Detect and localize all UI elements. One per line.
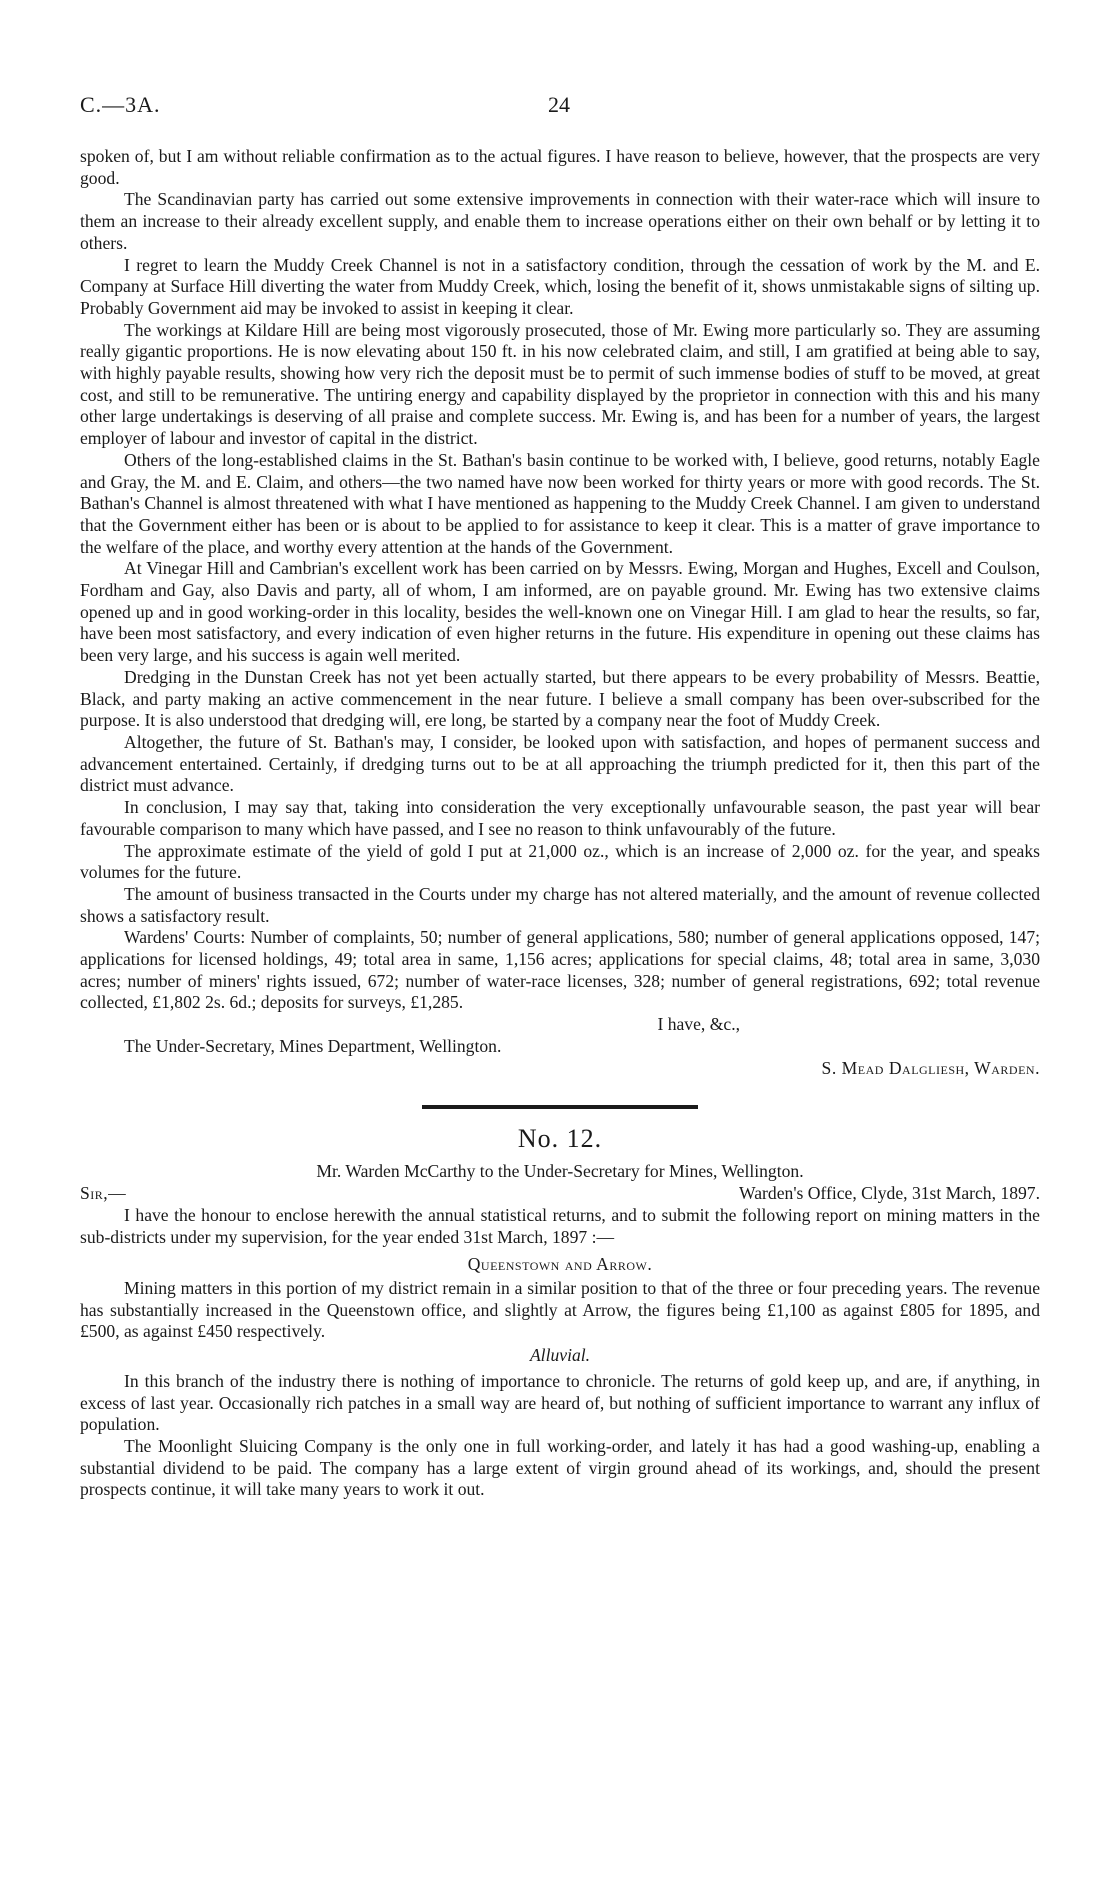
- section-heading: Queenstown and Arrow.: [467, 1254, 653, 1275]
- paragraph: The workings at Kildare Hill are being most vigorously prosecuted, those of Mr. Ewing more particularly so. They are assuming really gigantic proportions. He is now elevating about 150 ft. in his now celebrated claim, and still, I am gratified at being able to say, with highly payable results, showing how very rich the deposit must be to permit of such immense bodies of stuff to be moved, at great cost, and still to be remunerative. The untiring energy and capability displayed by the proprietor in connection with this and his many other large undertakings is deserving of all praise and complete success. Mr. Ewing is, and has been for a number of years, the largest employer of labour and investor of capital in the district.: [80, 319, 1040, 449]
- subheading: Alluvial.: [529, 1345, 591, 1366]
- paragraph: The approximate estimate of the yield of gold I put at 21,000 oz., which is an increase of 2,000 oz. for the year, and speaks volumes for the future.: [80, 840, 1040, 883]
- paragraph: In conclusion, I may say that, taking into consideration the very exceptionally unfavourable season, the past year will bear favourable comparison to many which have passed, and I see no reason to think unfavourably of the future.: [80, 797, 1040, 839]
- letter-number: No. 12.: [517, 1124, 603, 1154]
- closing-phrase: I have, &c.,: [657, 1014, 740, 1035]
- document-body: [80, 146, 1040, 1501]
- paragraph: I regret to learn the Muddy Creek Channel is not in a satisfactory condition, through the cessation of work by the M. and E. Company at Surface Hill diverting the water from Muddy Creek, which, losing the benefit of it, shows unmistakable signs of silting up. Probably Government aid may be invoked to assist in keeping it clear.: [80, 254, 1040, 318]
- paragraph: Others of the long-established claims in the St. Bathan's basin continue to be worked with, I believe, good returns, notably Eagle and Gray, the M. and E. Claim, and others—the two named have now been worked for thirty years or more with good records. The St. Bathan's Channel is almost threatened with what I have mentioned as happening to the Muddy Creek Channel. I am given to understand that the Government either has been or is about to be applied to for assistance to keep it clear. This is a matter of grave importance to the welfare of the place, and worthy every attention at the hands of the Government.: [80, 449, 1040, 557]
- addressee: The Under-Secretary, Mines Department, Wellington.: [124, 1035, 502, 1056]
- document-reference: C.—3A.: [80, 92, 161, 117]
- paragraph: Wardens' Courts: Number of complaints, 50; number of general applications, 580; number of general applications opposed, 147; applications for licensed holdings, 49; total area in same, 1,156 acres; applications for special claims, 48; total area in same, 3,030 acres; number of miners' rights issued, 672; number of water-race licenses, 328; number of general registrations, 692; total revenue collected, £1,802 2s. 6d.; deposits for surveys, £1,285.: [80, 927, 1040, 1013]
- letter-from-line: Mr. Warden McCarthy to the Under-Secretary for Mines, Wellington.: [316, 1161, 804, 1182]
- office-date-line: Warden's Office, Clyde, 31st March, 1897.: [739, 1182, 1040, 1203]
- paragraph: The amount of business transacted in the Courts under my charge has not altered materially, and the amount of revenue collected shows a satisfactory result.: [80, 883, 1040, 926]
- salutation: Sir,—: [80, 1182, 127, 1203]
- paragraph: The Moonlight Sluicing Company is the only one in full working-order, and lately it has had a good washing-up, enabling a substantial dividend to be paid. The company has a large extent of virgin ground ahead of its workings, and, should the present prospects continue, it will take many years to work it out.: [80, 1435, 1040, 1500]
- page-number: 24: [548, 92, 570, 117]
- paragraph: At Vinegar Hill and Cambrian's excellent work has been carried on by Messrs. Ewing, Morgan and Hughes, Excell and Coulson, Fordham and Gay, also Davis and party, all of whom, I am informed, are on payable ground. Mr. Ewing has two extensive claims opened up and in good working-order in this locality, besides the well-known one on Vinegar Hill. I am glad to hear the results, so far, have been most satisfactory, and every indication of even higher returns in the future. His expenditure in opening out these claims has been very large, and his success is again well merited.: [80, 558, 1040, 666]
- paragraph: The Scandinavian party has carried out some extensive improvements in connection with their water-race which will insure to them an increase to their already excellent supply, and enable them to increase operations either on their own behalf or by letting it to others.: [80, 189, 1040, 253]
- paragraph: Altogether, the future of St. Bathan's may, I consider, be looked upon with satisfaction, and hopes of permanent success and advancement entertained. Certainly, if dredging turns out to be at all approaching the triumph predicted for it, then this part of the district must advance.: [80, 731, 1040, 796]
- salutation-row: [80, 1183, 1040, 1205]
- signature: S. Mead Dalgliesh, Warden.: [821, 1057, 1040, 1078]
- page-header: [80, 92, 1040, 122]
- letter-intro: I have the honour to enclose herewith the annual statistical returns, and to submit the following report on mining matters in the sub-districts under my supervision, for the year ended 31st March, 1897 :—: [80, 1204, 1040, 1247]
- paragraph: In this branch of the industry there is nothing of importance to chronicle. The returns of gold keep up, and are, if anything, in excess of last year. Occasionally rich patches in a small way are heard of, but nothing of sufficient importance to warrant any influx of population.: [80, 1370, 1040, 1435]
- paragraph: spoken of, but I am without reliable confirmation as to the actual figures. I have reason to believe, however, that the prospects are very good.: [80, 146, 1040, 188]
- paragraph: Mining matters in this portion of my district remain in a similar position to that of the three or four preceding years. The revenue has substantially increased in the Queenstown office, and slightly at Arrow, the figures being £1,100 as against £805 for 1895, and £500, as against £450 respectively.: [80, 1278, 1040, 1342]
- paragraph: Dredging in the Dunstan Creek has not yet been actually started, but there appears to be every probability of Messrs. Beattie, Black, and party making an active commencement in the near future. I believe a small company has been over-subscribed for the purpose. It is also understood that dredging will, ere long, be started by a company near the foot of Muddy Creek.: [80, 666, 1040, 731]
- section-divider: [422, 1105, 698, 1109]
